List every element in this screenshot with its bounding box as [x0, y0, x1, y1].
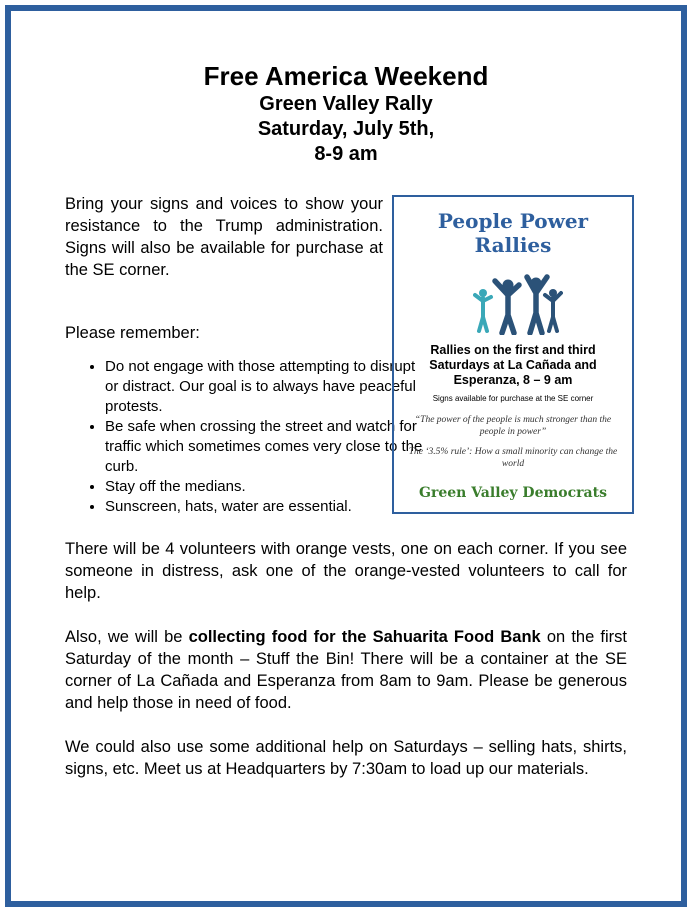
signs-note: Signs available for purchase at the SE corner [432, 394, 594, 403]
rally-time: 8-9 am [314, 143, 378, 165]
card-title [394, 209, 632, 257]
list-item: • Do not engage with those attempting to disrupt or distract. Our goal is to always have peaceful protests. [105, 357, 427, 417]
reminder-list [63, 357, 427, 517]
food-bank-paragraph [65, 626, 627, 714]
remember-label: Please remember: [65, 324, 200, 342]
intro-paragraph: Bring your signs and voices to show your resistance to the Trump administration. Signs will also be available for purchase at the SE corner. [65, 195, 383, 279]
organization-name: Green Valley Democrats [419, 485, 607, 501]
rally-name: Green Valley Rally [259, 93, 433, 115]
card-title-line-1: People Power [437, 209, 589, 233]
volunteers-paragraph: There will be 4 volunteers with orange vests, one on each corner. If you see someone in distress, ask one of the orange-vested volunteers to call for help. [65, 540, 627, 602]
food-rest-text: on the first Saturday of the month – Stuff the Bin! There will be a container at the SE corner of La Cañada and Esperanza from 8am to 9am. Please be generous and help those in need of food. [65, 628, 627, 712]
rally-date: Saturday, July 5th, [257, 118, 435, 140]
list-item: • Be safe when crossing the street and watch for traffic which sometimes comes very close to the curb. [105, 417, 427, 477]
title-block [0, 60, 692, 167]
help-paragraph: We could also use some additional help on Saturdays – selling hats, shirts, signs, etc. Meet us at Headquarters by 7:30am to load up our materials. [65, 738, 627, 778]
rally-schedule: Rallies on the first and third Saturdays at La Cañada and Esperanza, 8 – 9 am [429, 343, 597, 387]
people-raising-arms-icon [473, 271, 563, 335]
food-bank-highlight: collecting food for the Sahuarita Food Bank [188, 628, 541, 646]
page-title: Free America Weekend [203, 61, 489, 91]
people-power-card [392, 195, 634, 514]
card-title-line-2: Rallies [474, 233, 552, 257]
list-item: • Sunscreen, hats, water are essential. [105, 497, 427, 517]
people-power-quote: “The power of the people is much stronger than the people in power” [414, 415, 612, 437]
food-lead-text: Also, we will be [65, 628, 189, 646]
list-item: • Stay off the medians. [105, 477, 427, 497]
rule-note: The ‘3.5% rule’: How a small minority can change the world [408, 447, 618, 469]
